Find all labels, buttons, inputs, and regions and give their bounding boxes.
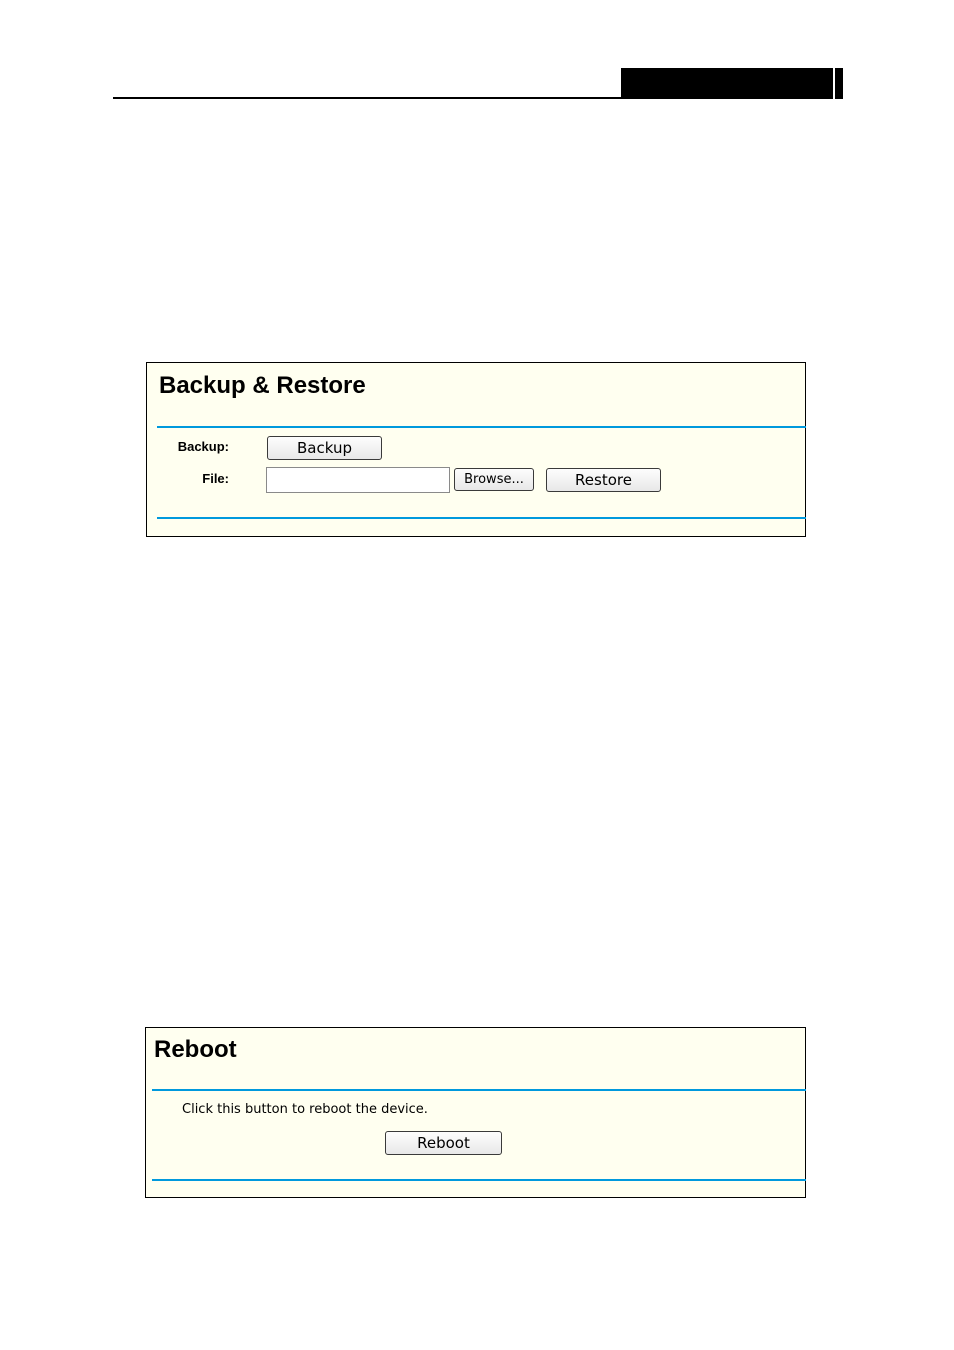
reboot-top-rule — [152, 1089, 806, 1091]
backup-button[interactable]: Backup — [267, 436, 382, 460]
file-label: File: — [202, 471, 229, 486]
browse-button[interactable]: Browse... — [454, 468, 534, 491]
reboot-panel — [145, 1027, 806, 1198]
backup-label: Backup: — [177, 439, 229, 454]
file-path-input[interactable] — [266, 467, 450, 493]
reboot-button[interactable]: Reboot — [385, 1131, 502, 1155]
page-header-tick-gap — [833, 68, 835, 99]
backup-restore-title: Backup & Restore — [159, 372, 366, 399]
reboot-bottom-rule — [152, 1179, 806, 1181]
reboot-description: Click this button to reboot the device. — [182, 1102, 428, 1117]
page-header-block — [621, 68, 833, 99]
backup-restore-bottom-rule — [157, 517, 806, 519]
restore-button[interactable]: Restore — [546, 468, 661, 492]
reboot-title: Reboot — [154, 1036, 237, 1063]
backup-restore-top-rule — [157, 426, 806, 428]
page-header-tick — [835, 68, 843, 99]
backup-restore-panel — [146, 362, 806, 537]
